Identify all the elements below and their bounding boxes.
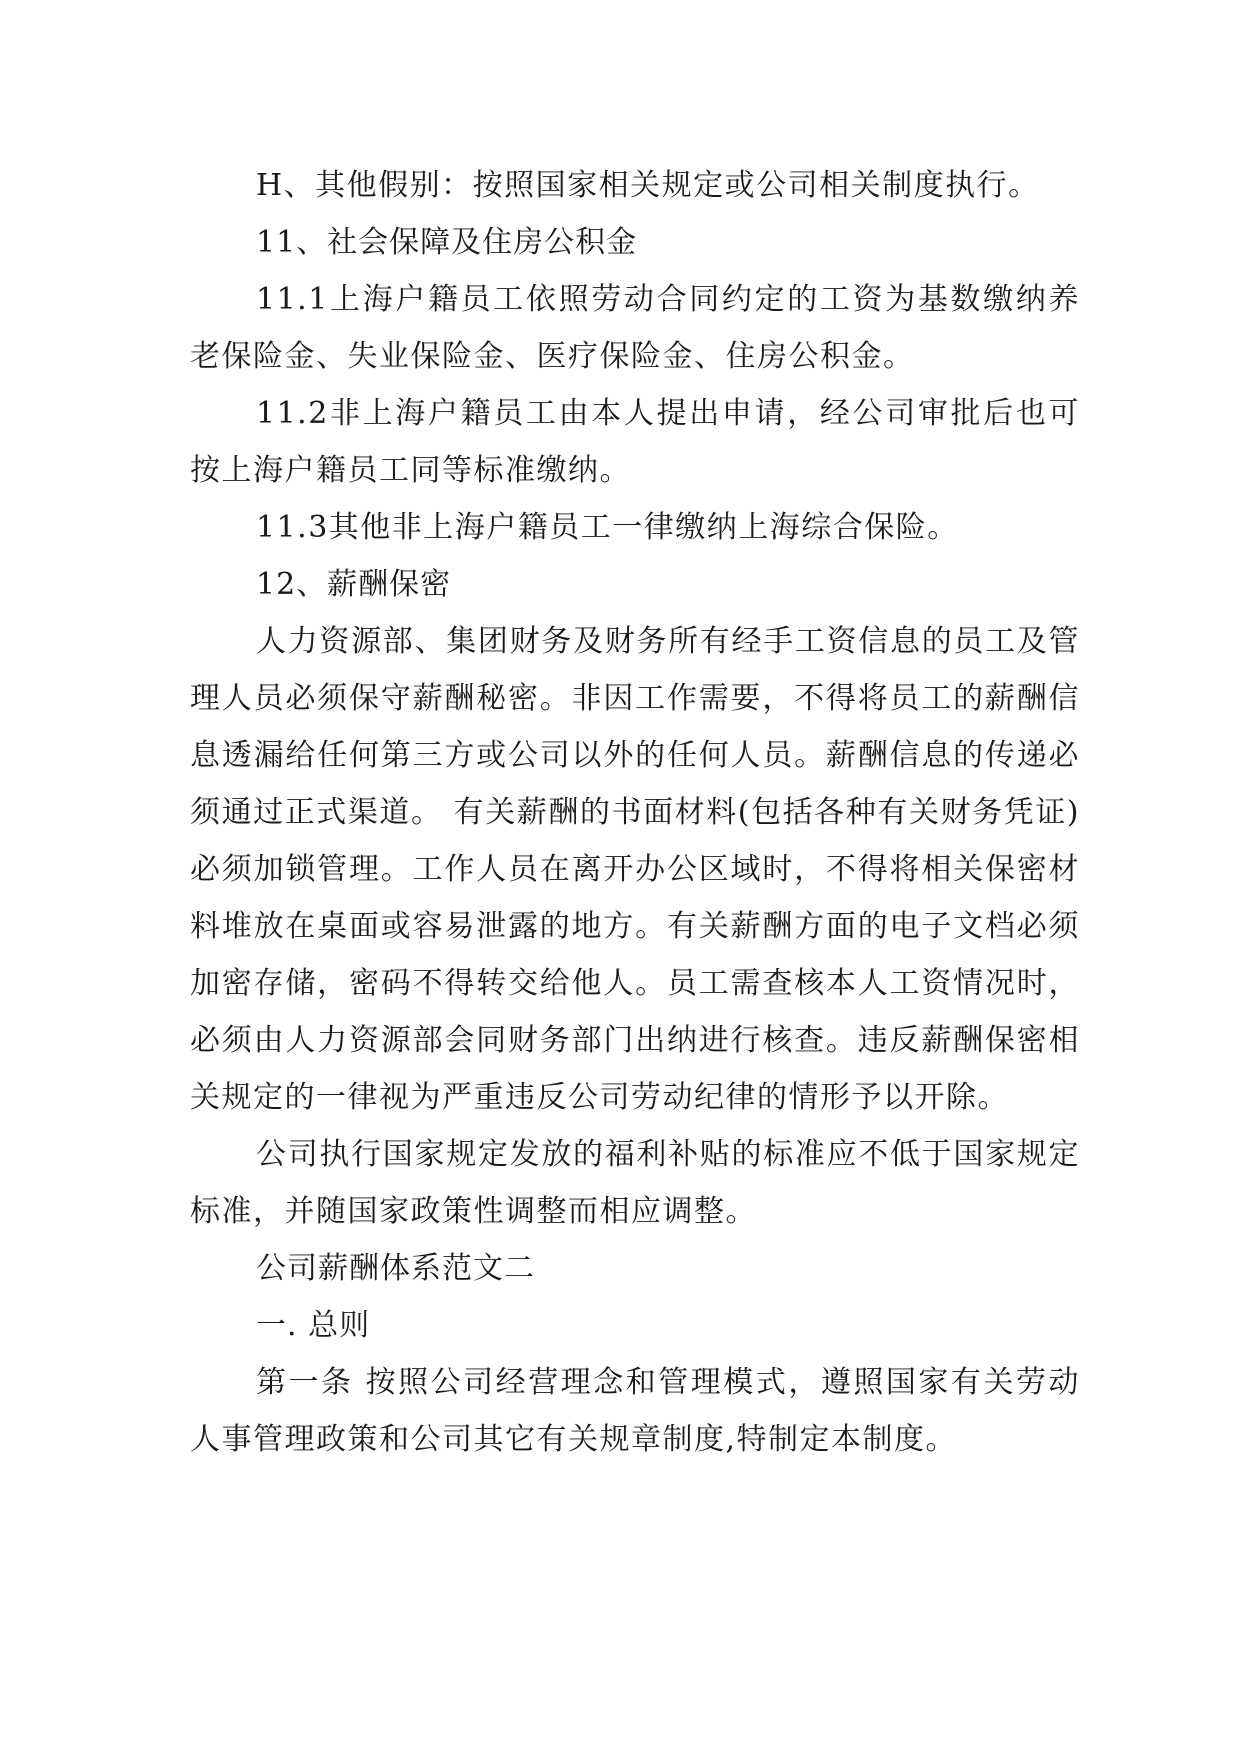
section-heading-social-security: 11、社会保障及住房公积金 [256, 225, 638, 260]
paragraph-welfare-subsidy: 公司执行国家规定发放的福利补贴的标准应不低于国家规定标准，并随国家政策性调整而相应调整。 [190, 1137, 1080, 1229]
chapter-heading-general: 一. 总则 [256, 1308, 371, 1343]
document-body [190, 157, 1080, 1468]
paragraph-11-1: 11.1上海户籍员工依照劳动合同约定的工资为基数缴纳养老保险金、失业保险金、医疗保险金、住房公积金。 [190, 282, 1080, 374]
paragraph-confidentiality-rules: 人力资源部、集团财务及财务所有经手工资信息的员工及管理人员必须保守薪酬秘密。非因工作需要，不得将员工的薪酬信息透漏给任何第三方或公司以外的任何人员。薪酬信息的传递必须通过正式渠道。 有关薪酬的书面材料(包括各种有关财务凭证)必须加锁管理。工作人员在离开办公区域时，不得将相关保密材料堆放在桌面或容易泄露的地方。有关薪酬方面的电子文档必须加密存储，密码不得转交给他人。员工需查核本人工资情况时，必须由人力资源部会同财务部门出纳进行核查。违反薪酬保密相关规定的一律视为严重违反公司劳动纪律的情形予以开除。 [190, 624, 1080, 1115]
document-title-sample-two: 公司薪酬体系范文二 [256, 1251, 535, 1286]
paragraph-article-one: 第一条 按照公司经营理念和管理模式，遵照国家有关劳动人事管理政策和公司其它有关规章制度,特制定本制度。 [190, 1365, 1080, 1457]
paragraph-other-leave: H、其他假别：按照国家相关规定或公司相关制度执行。 [256, 168, 1040, 203]
section-heading-salary-confidentiality: 12、薪酬保密 [256, 567, 452, 602]
paragraph-11-3: 11.3其他非上海户籍员工一律缴纳上海综合保险。 [256, 510, 959, 545]
paragraph-11-2: 11.2非上海户籍员工由本人提出申请，经公司审批后也可按上海户籍员工同等标准缴纳。 [190, 396, 1080, 488]
